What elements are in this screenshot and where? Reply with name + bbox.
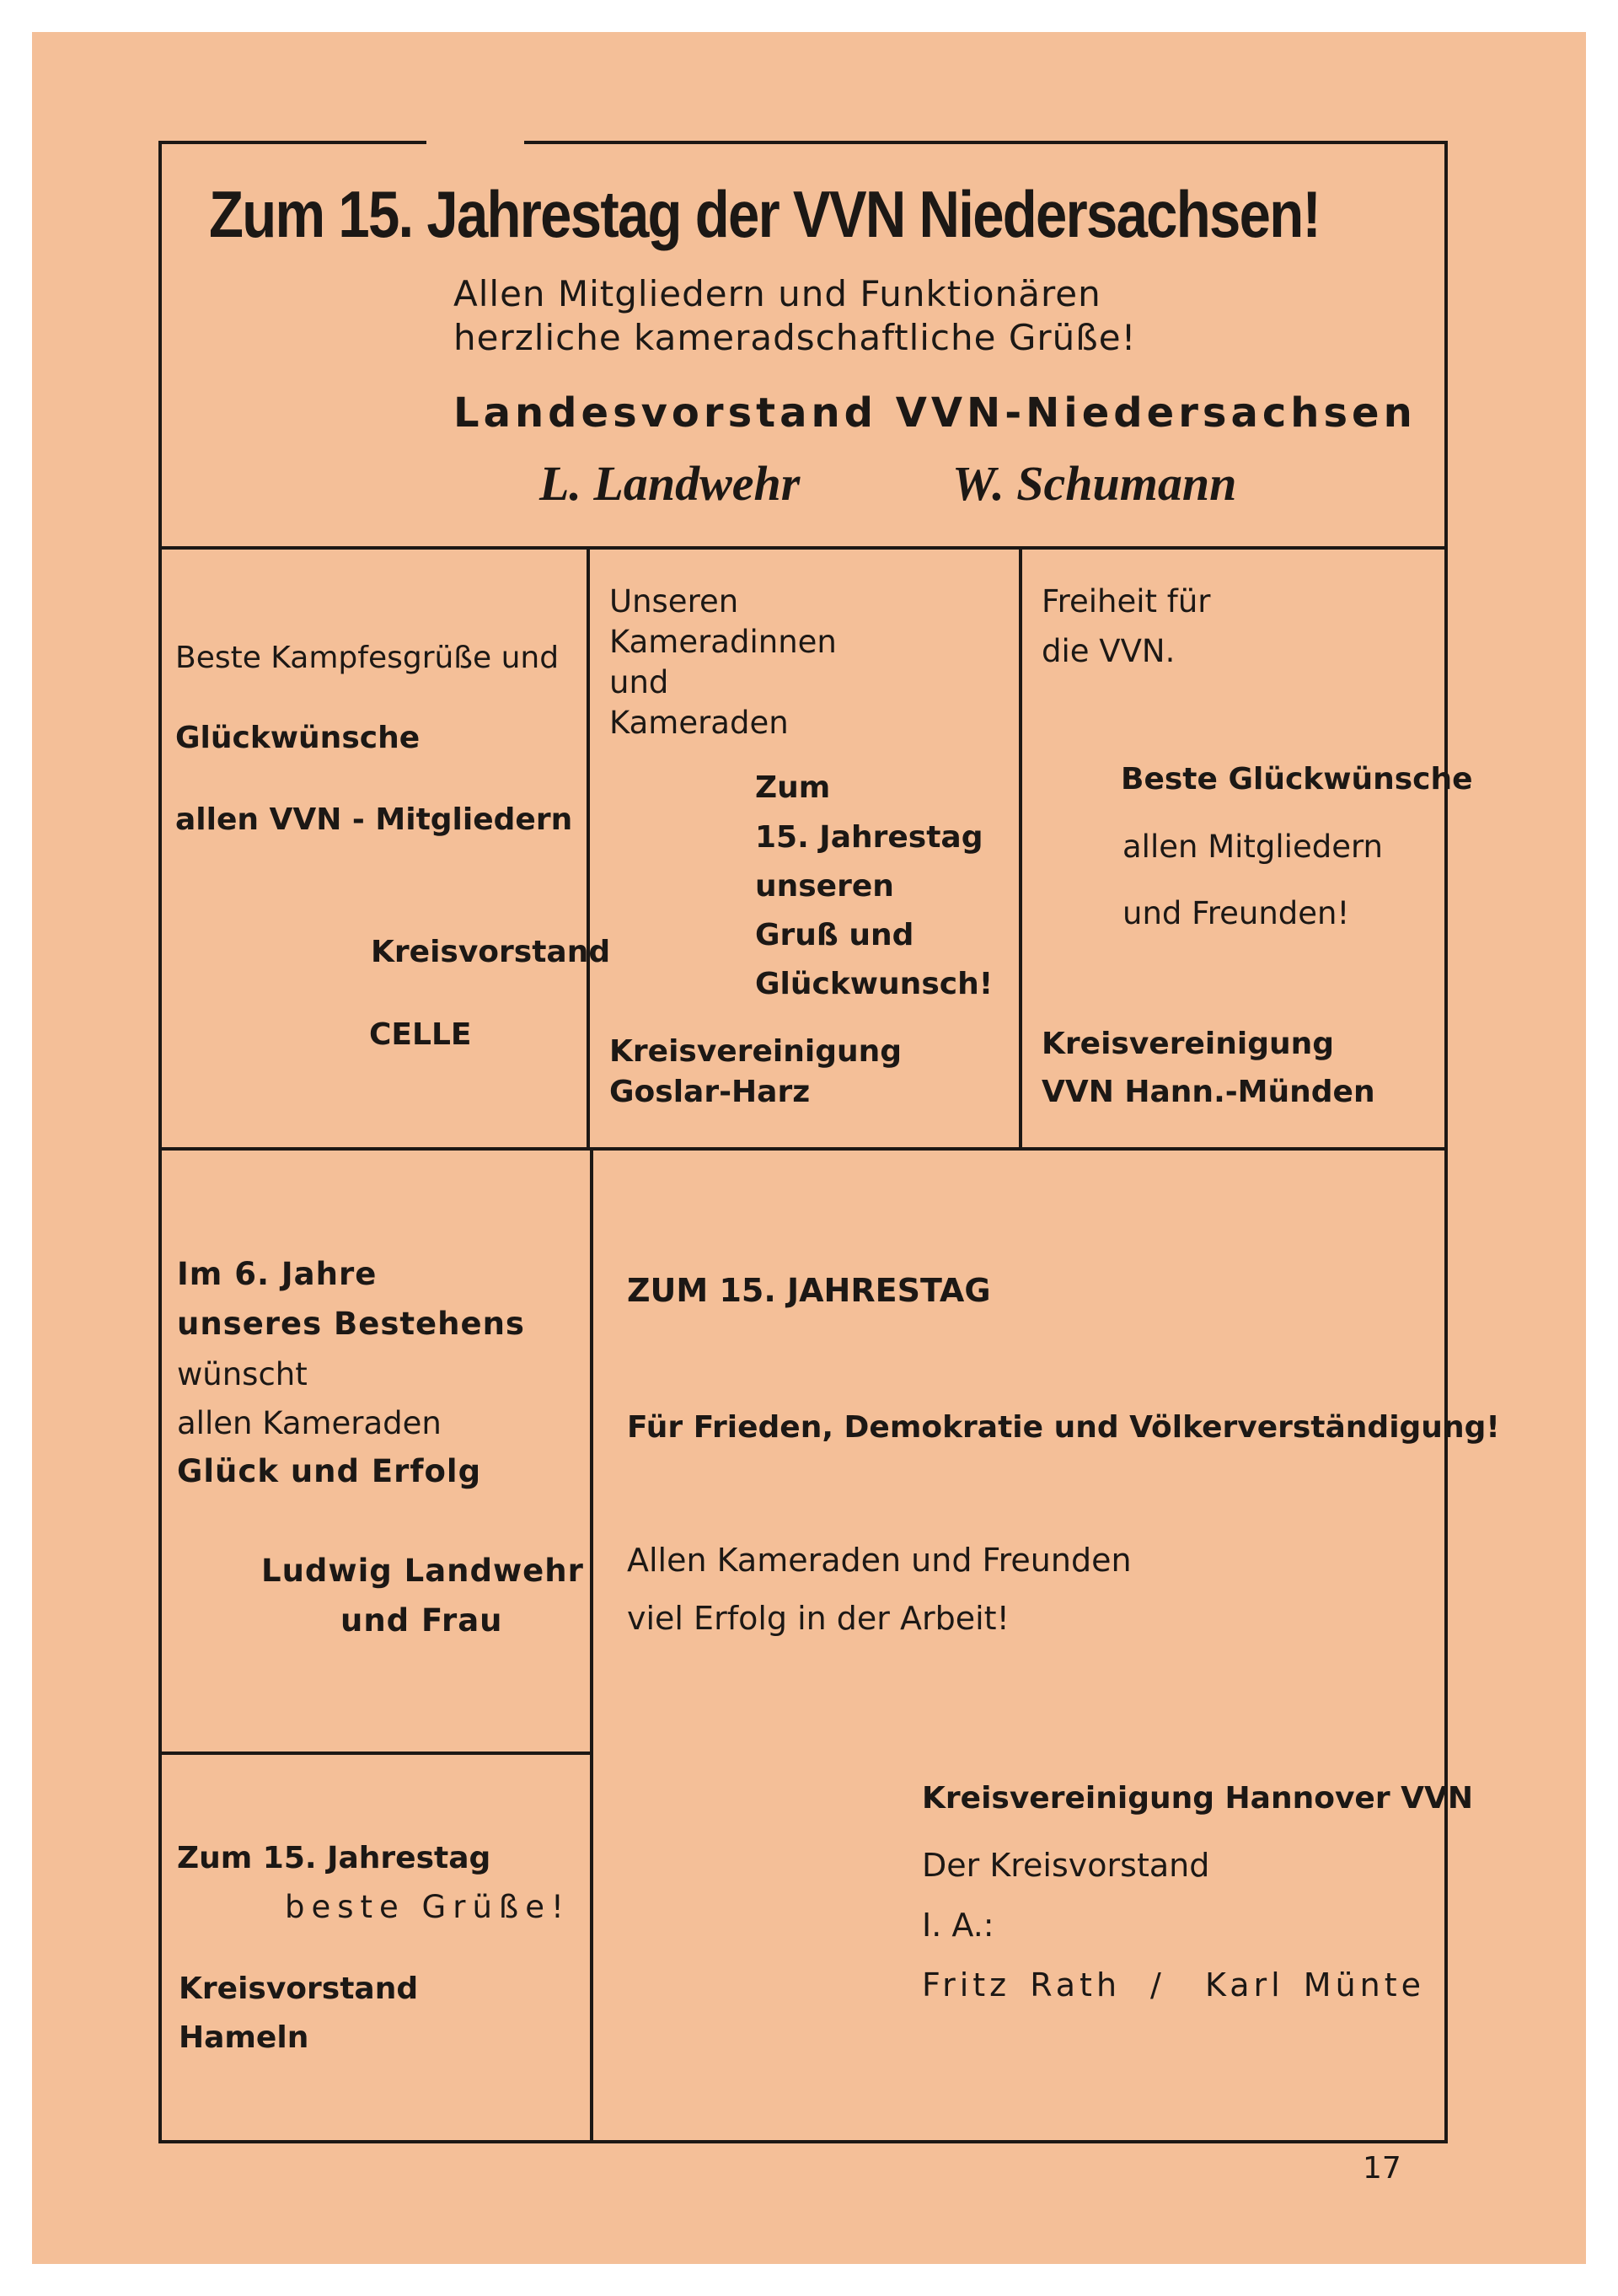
goslar-wish-3: unseren — [755, 869, 894, 904]
greeting-line-1: Allen Mitgliedern und Funktionären — [453, 273, 1101, 314]
celle-line-3: allen VVN - Mitgliedern — [175, 802, 573, 837]
hannover-sender-3: I. A.: — [922, 1907, 994, 1944]
hannover-sender-2: Der Kreisvorstand — [922, 1847, 1210, 1884]
hameln-line-1: Zum 15. Jahrestag — [177, 1841, 491, 1875]
frame-bottom — [158, 2140, 1448, 2143]
landwehr-line-4: allen Kameraden — [177, 1405, 442, 1441]
frame-left — [158, 141, 162, 2143]
hannover-slogan: Für Frieden, Demokratie und Völkerverständigung! — [627, 1410, 1500, 1445]
hannover-heading: ZUM 15. JAHRESTAG — [627, 1272, 991, 1309]
col-divider-1 — [587, 550, 590, 1147]
muenden-wish-2: allen Mitgliedern — [1122, 829, 1383, 865]
landwehr-sender-1: Ludwig Landwehr — [261, 1553, 584, 1589]
hannover-signer-1: Fritz Rath — [922, 1966, 1122, 2004]
page-number: 17 — [1363, 2151, 1401, 2186]
goslar-wish-4: Gruß und — [755, 918, 914, 952]
page-title: Zum 15. Jahrestag der VVN Niedersachsen! — [209, 177, 1321, 251]
signature-landwehr: L. Landwehr — [539, 456, 801, 511]
muenden-sender-2: VVN Hann.-Münden — [1042, 1075, 1375, 1109]
col-divider-2 — [1019, 550, 1022, 1147]
hameln-divider — [162, 1752, 590, 1755]
hannover-signer-separator: / — [1150, 1966, 1161, 2004]
frame-top-left — [158, 141, 426, 144]
hameln-sender-1: Kreisvorstand — [179, 1971, 419, 2006]
goslar-wish-2: 15. Jahrestag — [755, 820, 983, 855]
goslar-wish-5: Glückwunsch! — [755, 967, 994, 1001]
muenden-wish-1: Beste Glückwünsche — [1121, 762, 1473, 797]
muenden-line-1: Freiheit für — [1042, 583, 1211, 620]
header-divider — [158, 546, 1448, 550]
hannover-line-1: Allen Kameraden und Freunden — [627, 1542, 1132, 1579]
goslar-sender-2: Goslar-Harz — [609, 1075, 811, 1109]
hannover-sender-1: Kreisvereinigung Hannover VVN — [922, 1781, 1473, 1816]
hannover-signer-2: Karl Münte — [1205, 1966, 1426, 2004]
goslar-wish-1: Zum — [755, 770, 831, 805]
landwehr-line-5: Glück und Erfolg — [177, 1453, 482, 1489]
goslar-sender-1: Kreisvereinigung — [609, 1034, 902, 1069]
frame-top-right — [524, 141, 1448, 144]
celle-sender-1: Kreisvorstand — [371, 935, 611, 969]
muenden-wish-3: und Freunden! — [1122, 895, 1350, 931]
landwehr-sender-2: und Frau — [340, 1602, 503, 1639]
frame-right — [1444, 141, 1448, 2143]
landwehr-line-3: wünscht — [177, 1356, 308, 1392]
goslar-line-3: und — [609, 664, 669, 700]
hameln-sender-2: Hameln — [179, 2020, 309, 2055]
sender-name: Landesvorstand VVN-Niedersachsen — [453, 389, 1417, 437]
celle-sender-2: CELLE — [369, 1017, 472, 1052]
signature-schumann: W. Schumann — [952, 456, 1237, 511]
goslar-line-4: Kameraden — [609, 705, 789, 741]
greeting-line-2: herzliche kameradschaftliche Grüße! — [453, 317, 1137, 358]
muenden-line-2: die VVN. — [1042, 633, 1176, 669]
celle-line-2: Glückwünsche — [175, 721, 421, 755]
landwehr-line-2: unseres Bestehens — [177, 1306, 525, 1342]
hannover-line-2: viel Erfolg in der Arbeit! — [627, 1600, 1010, 1637]
row-divider — [162, 1147, 1444, 1151]
landwehr-line-1: Im 6. Jahre — [177, 1256, 378, 1292]
goslar-line-2: Kameradinnen — [609, 624, 837, 660]
hameln-line-2: beste Grüße! — [285, 1889, 571, 1925]
col-divider-lower — [590, 1151, 593, 2140]
muenden-sender-1: Kreisvereinigung — [1042, 1027, 1334, 1061]
goslar-line-1: Unseren — [609, 583, 739, 620]
celle-line-1: Beste Kampfesgrüße und — [175, 641, 560, 675]
